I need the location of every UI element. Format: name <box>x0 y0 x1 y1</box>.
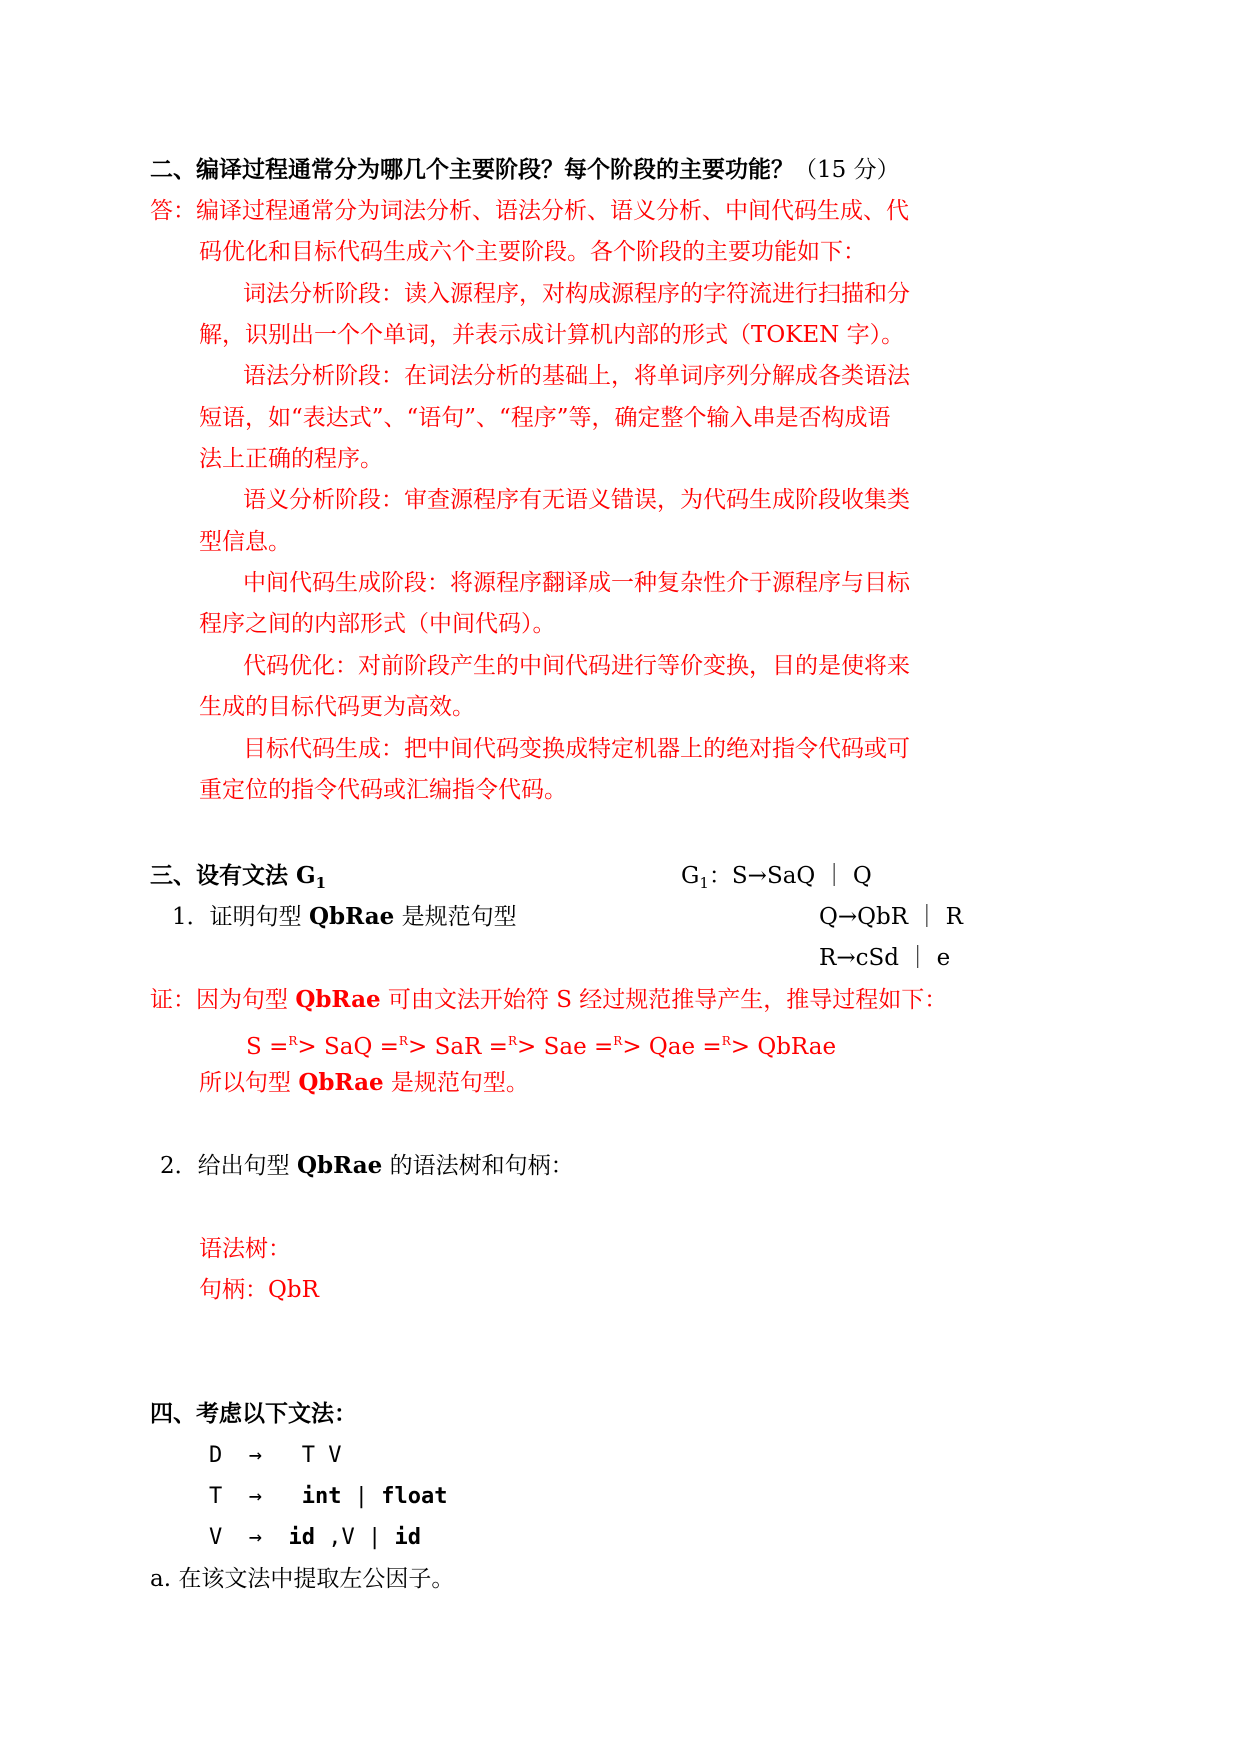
q4-part-a: a. 在该文法中提取左公因子。 <box>150 1566 455 1592</box>
q3-part1 <box>172 901 517 933</box>
q2-stage-lexical-line1: 词法分析阶段：读入源程序，对构成源程序的字符流进行扫描和分 <box>243 281 910 307</box>
q3-part1-prefix: 1．证明句型 <box>172 904 302 930</box>
q3-part1-suffix: 是规范句型 <box>401 904 517 930</box>
q2-title-line <box>150 154 900 186</box>
q2-stage-codegen-line1: 目标代码生成：把中间代码变换成特定机器上的绝对指令代码或可 <box>243 736 910 762</box>
derivation-step: Sae <box>543 1034 587 1060</box>
grammar4-rule-d: D → T V <box>209 1443 342 1468</box>
q2-stage-semantic-line2: 型信息。 <box>199 529 291 555</box>
proof-prefix: 因为句型 <box>196 987 288 1013</box>
proof-suffix: 可由文法开始符 S 经过规范推导产生，推导过程如下： <box>387 987 948 1013</box>
conclusion-prefix: 所以句型 <box>199 1070 291 1096</box>
q2-stage-lexical-line2: 解，识别出一个个单词，并表示成计算机内部的形式（TOKEN 字）。 <box>199 322 905 348</box>
derivation-arrow: =$^R$> <box>594 1034 642 1060</box>
conclusion-word: QbRae <box>298 1069 384 1096</box>
syntax-tree-label: 语法树： <box>199 1236 291 1262</box>
derivation-step: SaQ <box>324 1034 373 1060</box>
grammar4-rule-v: V → id ,V | id <box>209 1525 421 1550</box>
derivation-arrow: =$^R$> <box>269 1034 317 1060</box>
grammar4-rule-t: T → int | float <box>209 1484 448 1509</box>
grammar-name: G <box>681 863 700 889</box>
q2-answer-line2: 码优化和目标代码生成六个主要阶段。各个阶段的主要功能如下： <box>199 239 866 265</box>
derivation-arrow: =$^R$> <box>488 1034 537 1060</box>
q2-stage-syntax-line3: 法上正确的程序。 <box>199 446 383 472</box>
grammar-rule-q: Q→QbR ｜ R <box>819 904 963 930</box>
conclusion-suffix: 是规范句型。 <box>390 1070 529 1096</box>
q3-title-text: 三、设有文法 G <box>150 862 316 889</box>
grammar-rule-s: ：S→SaQ ｜ Q <box>708 863 872 889</box>
derivation-step: QbRae <box>757 1034 837 1060</box>
grammar-rule-r: R→cSd ｜ e <box>819 945 951 971</box>
q2-stage-optimization-line1: 代码优化：对前阶段产生的中间代码进行等价变换，目的是使将来 <box>243 653 910 679</box>
q2-stage-syntax-line2: 短语，如“表达式”、“语句”、“程序”等，确定整个输入串是否构成语 <box>199 405 891 431</box>
derivation-step: S <box>246 1034 262 1060</box>
derivation-arrow: =$^R$> <box>379 1034 428 1060</box>
q4-title: 四、考虑以下文法： <box>150 1400 357 1427</box>
q3-part2-suffix: 的语法树和句柄： <box>389 1153 574 1179</box>
grammar-subscript: 1 <box>699 874 709 892</box>
q2-stage-syntax-line1: 语法分析阶段：在词法分析的基础上，将单词序列分解成各类语法 <box>243 363 910 389</box>
q3-part2-prefix: 2．给出句型 <box>160 1153 290 1179</box>
q2-score: （15 分） <box>794 157 900 183</box>
q2-title: 二、编译过程通常分为哪几个主要阶段？每个阶段的主要功能？ <box>150 156 794 183</box>
conclusion-line <box>199 1067 529 1099</box>
q2-stage-intermediate-line1: 中间代码生成阶段：将源程序翻译成一种复杂性介于源程序与目标 <box>243 570 910 596</box>
q2-stage-optimization-line2: 生成的目标代码更为高效。 <box>199 694 475 720</box>
proof-word: QbRae <box>295 986 381 1013</box>
q2-answer-text1: 编译过程通常分为词法分析、语法分析、语义分析、中间代码生成、代 <box>196 198 909 224</box>
proof-label: 证： <box>150 987 196 1013</box>
q3-title <box>150 860 326 899</box>
q3-title-subscript: 1 <box>315 874 327 892</box>
q2-stage-semantic-line1: 语义分析阶段：审查源程序有无语义错误，为代码生成阶段收集类 <box>243 487 910 513</box>
derivation-step: SaR <box>434 1034 482 1060</box>
q2-stage-intermediate-line2: 程序之间的内部形式（中间代码）。 <box>199 611 556 637</box>
grammar-line1 <box>681 860 872 899</box>
q2-stage-codegen-line2: 重定位的指令代码或汇编指令代码。 <box>199 777 567 803</box>
q2-answer-line1 <box>150 195 909 227</box>
handle-label: 句柄：QbR <box>199 1277 319 1303</box>
derivation <box>246 1025 836 1063</box>
proof-line <box>150 984 947 1016</box>
derivation-step: Qae <box>648 1034 696 1060</box>
q2-answer-label: 答： <box>150 198 196 224</box>
q3-part2-word: QbRae <box>296 1152 383 1179</box>
q3-part1-word: QbRae <box>308 903 395 930</box>
q3-part2 <box>160 1150 574 1182</box>
derivation-arrow: =$^R$> <box>702 1034 751 1060</box>
